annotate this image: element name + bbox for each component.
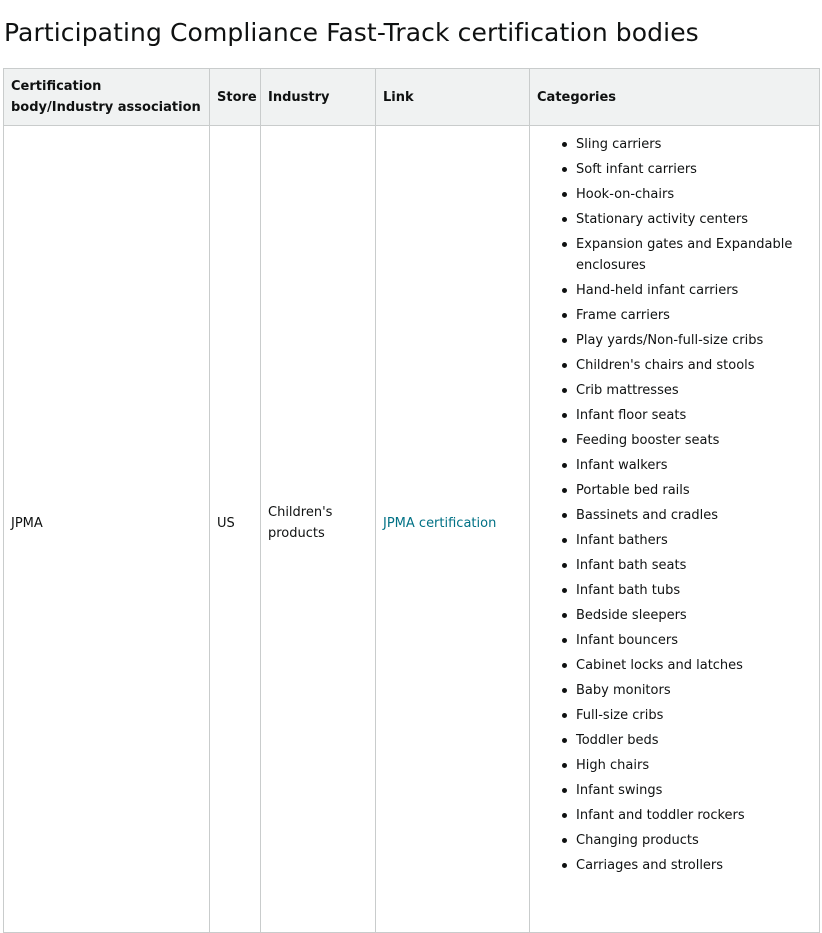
category-label: Infant swings bbox=[576, 783, 663, 798]
category-item bbox=[576, 159, 812, 180]
category-list bbox=[537, 134, 812, 876]
bullet-icon bbox=[562, 763, 567, 768]
table-row bbox=[4, 126, 820, 933]
category-label: Expansion gates and Expandable enclosures bbox=[576, 237, 793, 273]
category-item bbox=[576, 505, 812, 526]
category-item bbox=[576, 184, 812, 205]
category-label: Infant bath seats bbox=[576, 558, 687, 573]
category-label: Bassinets and cradles bbox=[576, 508, 718, 523]
category-label: Stationary activity centers bbox=[576, 212, 749, 227]
category-label: Changing products bbox=[576, 833, 699, 848]
category-label: Full-size cribs bbox=[576, 708, 664, 723]
certification-bodies-table bbox=[3, 68, 820, 933]
bullet-icon bbox=[562, 413, 567, 418]
category-label: Hand-held infant carriers bbox=[576, 283, 739, 298]
category-item bbox=[576, 630, 812, 651]
category-label: Infant bouncers bbox=[576, 633, 679, 648]
bullet-icon bbox=[562, 688, 567, 693]
bullet-icon bbox=[562, 838, 567, 843]
category-label: Play yards/Non-full-size cribs bbox=[576, 333, 764, 348]
bullet-icon bbox=[562, 438, 567, 443]
bullet-icon bbox=[562, 463, 567, 468]
category-item bbox=[576, 705, 812, 726]
bullet-icon bbox=[562, 863, 567, 868]
bullet-icon bbox=[562, 363, 567, 368]
category-label: Frame carriers bbox=[576, 308, 670, 323]
category-label: Infant bath tubs bbox=[576, 583, 681, 598]
bullet-icon bbox=[562, 788, 567, 793]
bullet-icon bbox=[562, 488, 567, 493]
bullet-icon bbox=[562, 813, 567, 818]
category-item bbox=[576, 209, 812, 230]
category-item bbox=[576, 430, 812, 451]
table-header bbox=[4, 69, 820, 126]
bullet-icon bbox=[562, 638, 567, 643]
category-label: Feeding booster seats bbox=[576, 433, 720, 448]
category-label: Infant and toddler rockers bbox=[576, 808, 745, 823]
category-label: Infant bathers bbox=[576, 533, 668, 548]
bullet-icon bbox=[562, 388, 567, 393]
category-item bbox=[576, 580, 812, 601]
category-item bbox=[576, 305, 812, 326]
table-body bbox=[4, 126, 820, 933]
category-label: High chairs bbox=[576, 758, 650, 773]
bullet-icon bbox=[562, 588, 567, 593]
category-item bbox=[576, 234, 812, 276]
category-item bbox=[576, 855, 812, 876]
header-categories: Categories bbox=[530, 69, 820, 126]
cell-categories bbox=[530, 126, 820, 933]
category-label: Cabinet locks and latches bbox=[576, 658, 743, 673]
category-item bbox=[576, 730, 812, 751]
category-item bbox=[576, 780, 812, 801]
page-title: Participating Compliance Fast-Track certification bodies bbox=[4, 18, 699, 47]
bullet-icon bbox=[562, 563, 567, 568]
category-item bbox=[576, 555, 812, 576]
category-item bbox=[576, 134, 812, 155]
bullet-icon bbox=[562, 242, 567, 247]
category-item bbox=[576, 755, 812, 776]
category-item bbox=[576, 480, 812, 501]
category-label: Sling carriers bbox=[576, 137, 662, 152]
category-item bbox=[576, 355, 812, 376]
category-item bbox=[576, 530, 812, 551]
category-item bbox=[576, 605, 812, 626]
bullet-icon bbox=[562, 738, 567, 743]
category-label: Crib mattresses bbox=[576, 383, 679, 398]
bullet-icon bbox=[562, 167, 567, 172]
category-label: Toddler beds bbox=[576, 733, 659, 748]
category-label: Infant floor seats bbox=[576, 408, 687, 423]
bullet-icon bbox=[562, 192, 567, 197]
bullet-icon bbox=[562, 513, 567, 518]
cell-link bbox=[376, 126, 530, 933]
category-label: Baby monitors bbox=[576, 683, 671, 698]
cell-store: US bbox=[210, 126, 261, 933]
category-label: Carriages and strollers bbox=[576, 858, 724, 873]
category-item bbox=[576, 655, 812, 676]
bullet-icon bbox=[562, 142, 567, 147]
category-label: Bedside sleepers bbox=[576, 608, 687, 623]
bullet-icon bbox=[562, 217, 567, 222]
header-certification-body: Certification body/Industry association bbox=[4, 69, 210, 126]
category-item bbox=[576, 805, 812, 826]
category-label: Portable bed rails bbox=[576, 483, 690, 498]
category-label: Soft infant carriers bbox=[576, 162, 697, 177]
category-item bbox=[576, 330, 812, 351]
category-item bbox=[576, 380, 812, 401]
table-header-row bbox=[4, 69, 820, 126]
header-link: Link bbox=[376, 69, 530, 126]
category-item bbox=[576, 680, 812, 701]
bullet-icon bbox=[562, 663, 567, 668]
category-item bbox=[576, 405, 812, 426]
bullet-icon bbox=[562, 338, 567, 343]
jpma-certification-link[interactable]: JPMA certification bbox=[383, 515, 497, 531]
cell-industry: Children's products bbox=[261, 126, 376, 933]
cell-certification-body: JPMA bbox=[4, 126, 210, 933]
bullet-icon bbox=[562, 613, 567, 618]
category-label: Children's chairs and stools bbox=[576, 358, 755, 373]
category-label: Infant walkers bbox=[576, 458, 668, 473]
bullet-icon bbox=[562, 713, 567, 718]
category-item bbox=[576, 830, 812, 851]
bullet-icon bbox=[562, 313, 567, 318]
bullet-icon bbox=[562, 288, 567, 293]
category-item bbox=[576, 280, 812, 301]
header-industry: Industry bbox=[261, 69, 376, 126]
bullet-icon bbox=[562, 538, 567, 543]
category-label: Hook-on-chairs bbox=[576, 187, 675, 202]
category-item bbox=[576, 455, 812, 476]
header-store: Store bbox=[210, 69, 261, 126]
